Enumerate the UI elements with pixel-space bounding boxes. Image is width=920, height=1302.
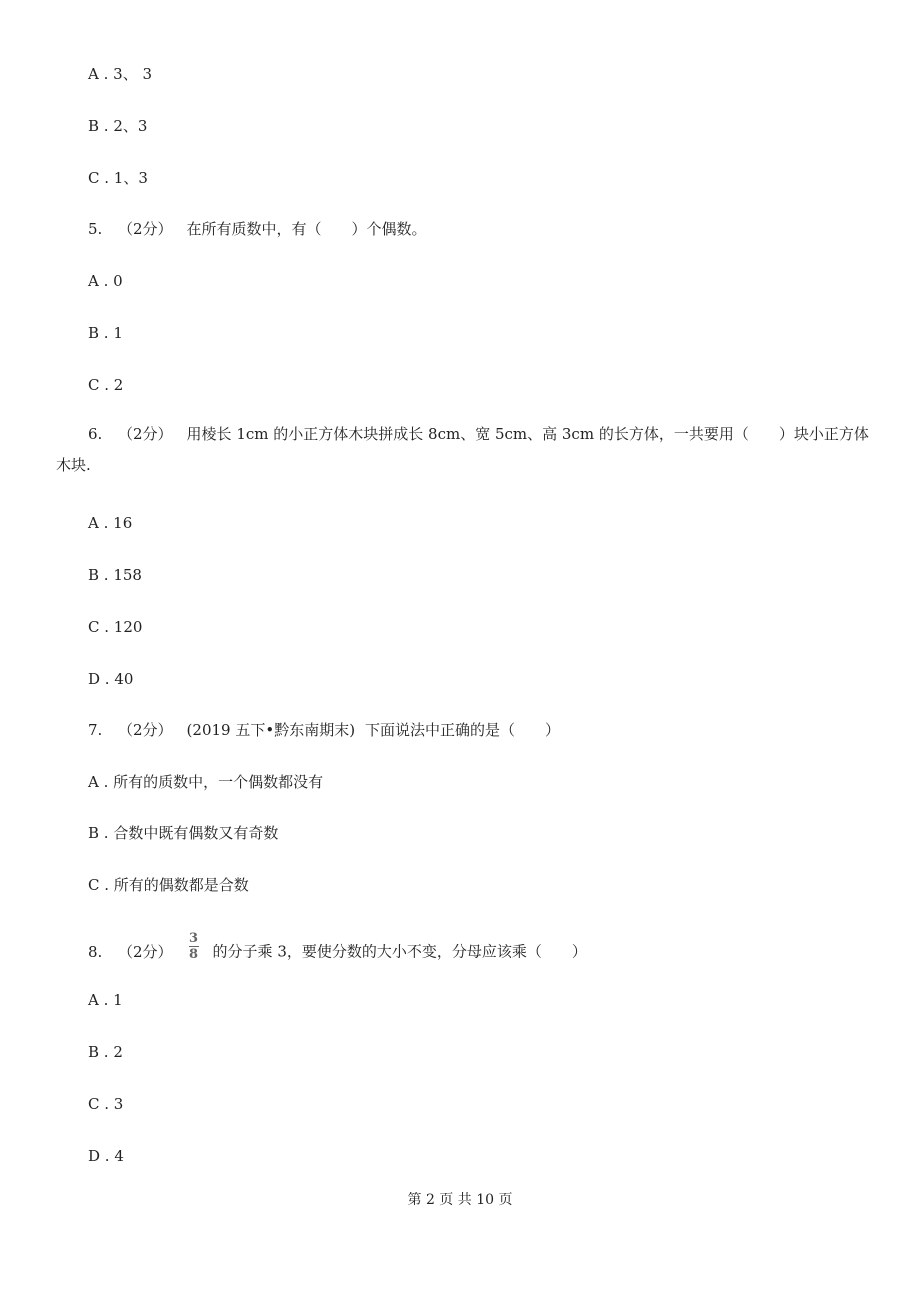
option-text: 所有的偶数都是合数 <box>113 876 249 894</box>
q4-option-c: C . 1、3 <box>88 169 148 187</box>
fraction-image <box>189 932 199 961</box>
question-text-line2: 木块. <box>56 456 91 474</box>
option-text: 3 <box>113 1095 124 1113</box>
q7-option-b: B . 合数中既有偶数又有奇数 <box>88 824 279 842</box>
option-text: 1、3 <box>113 169 148 187</box>
option-label: B <box>88 1043 100 1061</box>
q5-option-a: A . 0 <box>88 272 123 290</box>
option-label: C <box>88 618 100 636</box>
option-label: B <box>88 824 100 842</box>
question-5 <box>88 219 427 239</box>
question-7 <box>88 720 560 740</box>
q6-option-c: C . 120 <box>88 618 143 636</box>
option-label: C <box>88 169 100 187</box>
option-text: 158 <box>113 566 142 584</box>
option-text: 0 <box>113 272 123 290</box>
q8-option-b: B . 2 <box>88 1043 123 1061</box>
q6-option-a: A . 16 <box>88 514 133 532</box>
q7-option-a: A . 所有的质数中，一个偶数都没有 <box>88 773 324 791</box>
option-text: 所有的质数中，一个偶数都没有 <box>113 773 324 791</box>
q5-option-b: B . 1 <box>88 324 123 342</box>
fraction-numerator: 3 <box>189 931 199 946</box>
q5-option-c: C . 2 <box>88 376 124 394</box>
question-text: 的分子乘 3，要使分数的大小不变，分母应该乘（ ） <box>212 942 587 961</box>
question-number: 5. <box>88 220 103 238</box>
q8-option-a: A . 1 <box>88 991 123 1009</box>
option-text: 1 <box>113 991 123 1009</box>
option-label: A <box>88 514 99 532</box>
question-number: 6. <box>88 425 103 443</box>
q8-option-d: D . 4 <box>88 1147 124 1165</box>
option-text: 3、 3 <box>113 65 153 83</box>
option-text: 2 <box>113 376 124 394</box>
option-text: 合数中既有偶数又有奇数 <box>113 824 279 842</box>
question-6 <box>56 424 876 475</box>
option-label: A <box>88 773 99 791</box>
option-label: A <box>88 272 99 290</box>
q6-option-d: D . 40 <box>88 670 134 688</box>
question-number: 8. <box>88 942 103 961</box>
question-score: （2分） <box>118 942 173 961</box>
question-text: 在所有质数中，有（ ）个偶数。 <box>186 220 427 238</box>
question-score: （2分） <box>118 721 173 739</box>
option-label: D <box>88 1147 101 1165</box>
fraction-denominator: 8 <box>189 947 199 962</box>
q4-option-b: B . 2、3 <box>88 117 148 135</box>
question-8 <box>88 931 587 967</box>
question-source: (2019 五下•黔东南期末) <box>186 721 356 739</box>
option-text: 2、3 <box>113 117 148 135</box>
question-number: 7. <box>88 721 103 739</box>
option-text: 4 <box>114 1147 124 1165</box>
q8-option-c: C . 3 <box>88 1095 124 1113</box>
page-footer: 第 2 页 共 10 页 <box>407 1192 513 1208</box>
option-text: 120 <box>113 618 143 636</box>
q4-option-a: A . 3、 3 <box>88 65 153 83</box>
question-score: （2分） <box>118 220 173 238</box>
option-text: 2 <box>113 1043 123 1061</box>
q6-option-b: B . 158 <box>88 566 142 584</box>
option-label: B <box>88 566 100 584</box>
option-label: C <box>88 876 100 894</box>
question-text: 下面说法中正确的是（ ） <box>365 721 561 739</box>
question-score: （2分） <box>118 425 173 443</box>
option-text: 40 <box>114 670 134 688</box>
option-label: A <box>88 991 99 1009</box>
question-text-line1: 用棱长 1cm 的小正方体木块拼成长 8cm、宽 5cm、高 3cm 的长方体，一共要用（ ）块小正方体 <box>186 425 869 443</box>
option-label: C <box>88 376 100 394</box>
option-label: A <box>88 65 99 83</box>
option-text: 1 <box>113 324 123 342</box>
option-label: C <box>88 1095 100 1113</box>
option-text: 16 <box>113 514 133 532</box>
option-label: D <box>88 670 101 688</box>
option-label: B <box>88 117 100 135</box>
q7-option-c: C . 所有的偶数都是合数 <box>88 876 249 894</box>
option-label: B <box>88 324 100 342</box>
